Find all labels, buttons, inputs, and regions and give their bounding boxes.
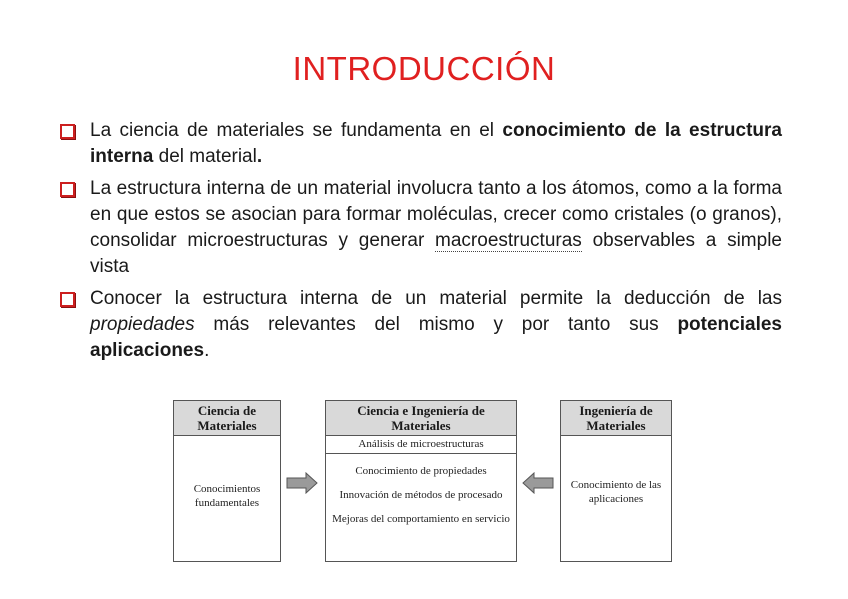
list-item: Análisis de microestructuras	[326, 436, 516, 454]
panel-body: Conocimiento de las aplicaciones	[570, 479, 662, 505]
panel-body: Conocimientos fundamentales	[193, 483, 261, 509]
arrow-left-icon	[522, 472, 554, 494]
bullet-text: La estructura interna de un material involucra tanto a los átomos, como a la forma en que estos se asocian para formar moléculas, crecer como cristales (o granos), consolidar microestructuras y generar	[90, 178, 782, 251]
panel-ingenieria	[560, 400, 672, 562]
list-item: Conocimiento de propiedades	[355, 465, 487, 477]
bullet-text: La ciencia de materiales se fundamenta en el	[90, 120, 503, 141]
bullet-item	[60, 286, 782, 364]
bullet-text: más relevantes del mismo y por tanto sus	[194, 314, 678, 335]
page-title: INTRODUCCIÓN	[292, 50, 556, 87]
list-item: Innovación de métodos de procesado	[339, 489, 503, 501]
panel-body	[326, 436, 516, 528]
bullet-text: Conocer la estructura interna de un material permite la deducción de las	[90, 288, 782, 309]
bullet-item	[60, 118, 782, 170]
square-bullet-icon	[60, 182, 75, 197]
bullet-list	[60, 118, 782, 370]
arrow-right-icon	[286, 472, 318, 494]
bullet-bold-text: conocimiento de la estructura interna	[90, 120, 782, 167]
panel-header: Ciencia de Materiales	[174, 401, 280, 436]
bullet-bold-text: .	[256, 146, 263, 167]
panel-header: Ciencia e Ingeniería de Materiales	[326, 401, 516, 436]
bullet-item	[60, 176, 782, 280]
panel-ciencia	[173, 400, 281, 562]
bullet-text: del material	[153, 146, 257, 167]
bullet-text: observables a simple vista	[90, 230, 782, 277]
bullet-underlined-text: macroestructuras	[435, 230, 582, 251]
panel-header: Ingeniería de Materiales	[561, 401, 671, 436]
square-bullet-icon	[60, 292, 75, 307]
bullet-text: .	[204, 340, 210, 361]
square-bullet-icon	[60, 124, 75, 139]
list-item: Mejoras del comportamiento en servicio	[332, 513, 510, 525]
bullet-italic-text: propiedades	[90, 314, 195, 335]
bullet-bold-text: potenciales aplicaciones	[90, 314, 782, 361]
panel-ciencia-ingenieria	[325, 400, 517, 562]
